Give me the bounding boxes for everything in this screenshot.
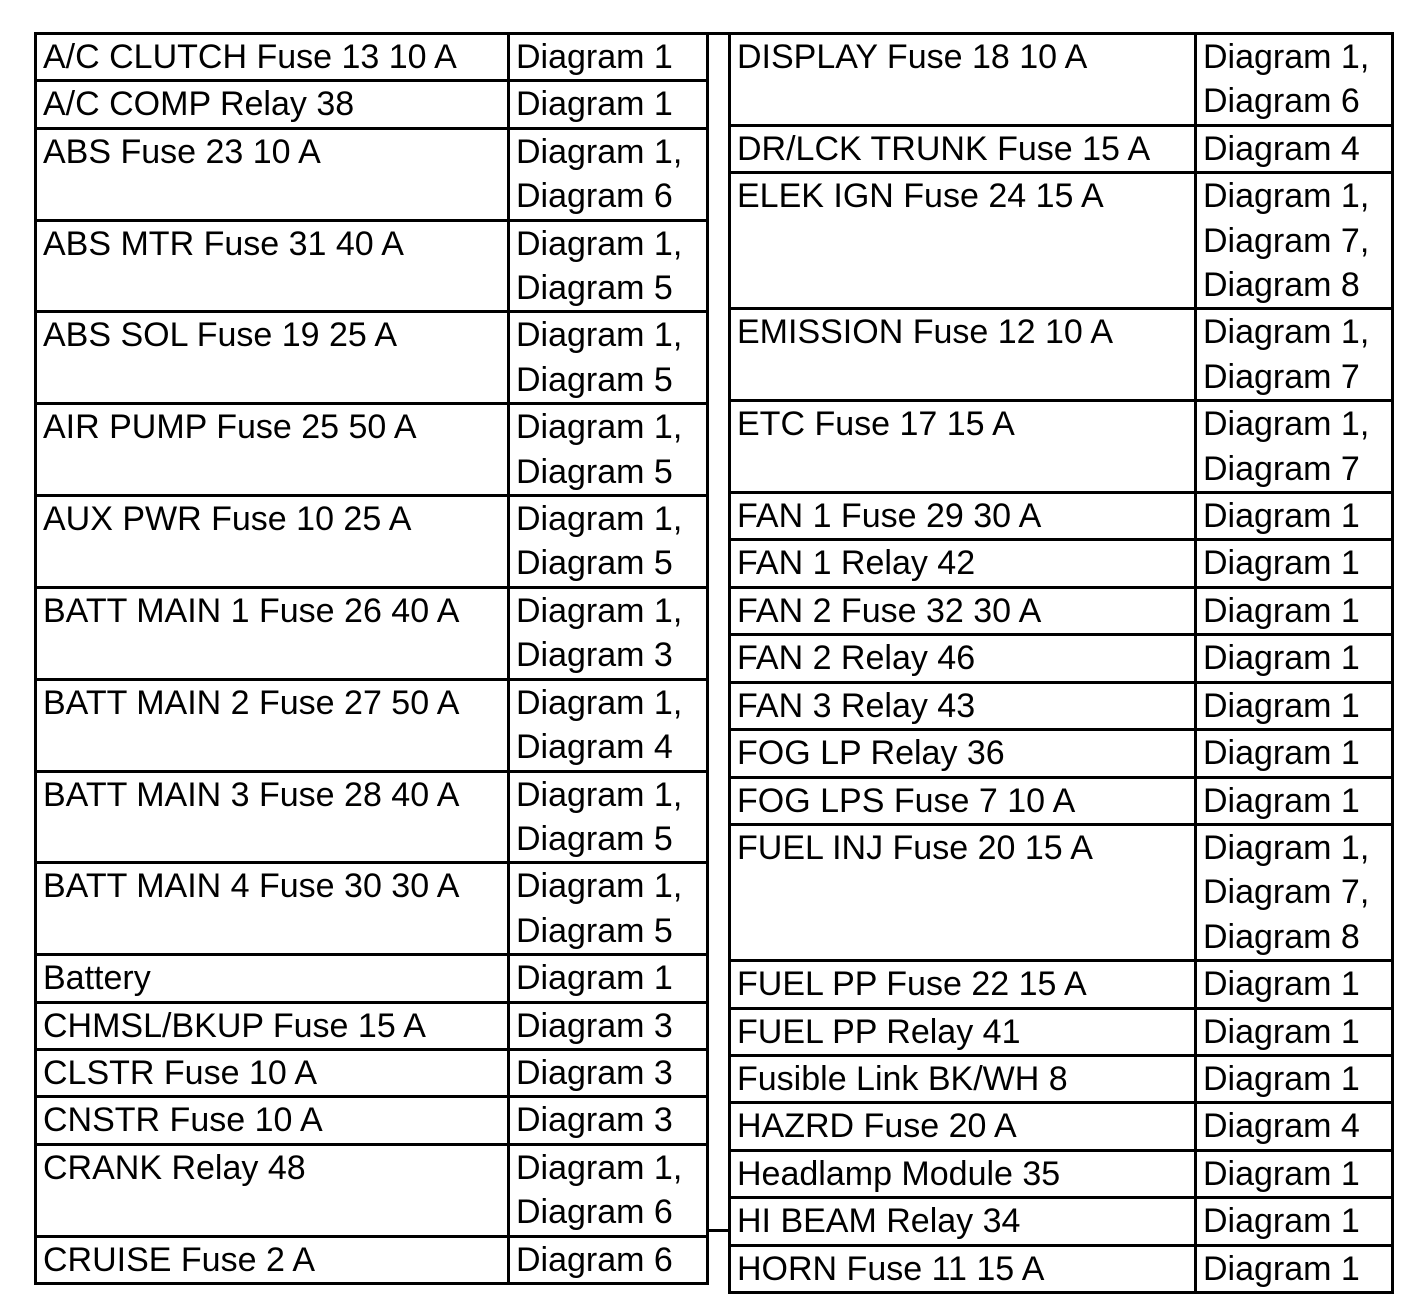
fuse-table-left-body bbox=[36, 34, 708, 1284]
table-row bbox=[36, 1236, 708, 1283]
table-row bbox=[36, 771, 708, 863]
component-cell: CRANK Relay 48 bbox=[36, 1144, 509, 1236]
diagram-ref-cell: Diagram 1 bbox=[1196, 961, 1393, 1008]
component-cell: FOG LPS Fuse 7 10 A bbox=[730, 777, 1196, 824]
diagram-ref-cell: Diagram 4 bbox=[1196, 125, 1393, 172]
table-row bbox=[36, 81, 708, 128]
diagram-ref-cell: Diagram 1 bbox=[1196, 1008, 1393, 1055]
component-cell: ABS SOL Fuse 19 25 A bbox=[36, 312, 509, 404]
table-row bbox=[36, 220, 708, 312]
component-cell: FAN 3 Relay 43 bbox=[730, 682, 1196, 729]
table-row bbox=[36, 34, 708, 81]
component-cell: FOG LP Relay 36 bbox=[730, 730, 1196, 777]
diagram-ref-cell: Diagram 1 bbox=[1196, 1245, 1393, 1292]
table-row bbox=[36, 1002, 708, 1049]
component-cell: DR/LCK TRUNK Fuse 15 A bbox=[730, 125, 1196, 172]
component-cell: FAN 2 Fuse 32 30 A bbox=[730, 587, 1196, 634]
component-cell: BATT MAIN 1 Fuse 26 40 A bbox=[36, 587, 509, 679]
diagram-ref-cell: Diagram 1 bbox=[1196, 777, 1393, 824]
table-row bbox=[36, 1097, 708, 1144]
diagram-ref-cell: Diagram 1, Diagram 6 bbox=[1196, 34, 1393, 126]
diagram-ref-cell: Diagram 1, Diagram 3 bbox=[509, 587, 708, 679]
table-row bbox=[730, 730, 1393, 777]
table-row bbox=[36, 679, 708, 771]
table-row bbox=[730, 824, 1393, 960]
diagram-ref-cell: Diagram 3 bbox=[509, 1049, 708, 1096]
component-cell: Battery bbox=[36, 955, 509, 1002]
diagram-ref-cell: Diagram 1, Diagram 7, Diagram 8 bbox=[1196, 173, 1393, 309]
table-row bbox=[730, 309, 1393, 401]
table-row bbox=[730, 1198, 1393, 1245]
diagram-ref-cell: Diagram 1 bbox=[1196, 635, 1393, 682]
diagram-ref-cell: Diagram 1 bbox=[1196, 1150, 1393, 1197]
diagram-ref-cell: Diagram 1, Diagram 5 bbox=[509, 496, 708, 588]
component-cell: ETC Fuse 17 15 A bbox=[730, 401, 1196, 493]
component-cell: FUEL INJ Fuse 20 15 A bbox=[730, 824, 1196, 960]
component-cell: BATT MAIN 2 Fuse 27 50 A bbox=[36, 679, 509, 771]
component-cell: ABS Fuse 23 10 A bbox=[36, 128, 509, 220]
table-row bbox=[36, 863, 708, 955]
component-cell: CLSTR Fuse 10 A bbox=[36, 1049, 509, 1096]
component-cell: CRUISE Fuse 2 A bbox=[36, 1236, 509, 1283]
component-cell: CHMSL/BKUP Fuse 15 A bbox=[36, 1002, 509, 1049]
diagram-ref-cell: Diagram 1, Diagram 5 bbox=[509, 220, 708, 312]
component-cell: Fusible Link BK/WH 8 bbox=[730, 1055, 1196, 1102]
table-row bbox=[730, 1103, 1393, 1150]
table-row bbox=[730, 493, 1393, 540]
table-row bbox=[730, 1245, 1393, 1292]
component-cell: FAN 1 Relay 42 bbox=[730, 540, 1196, 587]
component-cell: FUEL PP Fuse 22 15 A bbox=[730, 961, 1196, 1008]
table-row bbox=[730, 1150, 1393, 1197]
component-cell: BATT MAIN 3 Fuse 28 40 A bbox=[36, 771, 509, 863]
component-cell: Headlamp Module 35 bbox=[730, 1150, 1196, 1197]
diagram-ref-cell: Diagram 3 bbox=[509, 1002, 708, 1049]
table-row bbox=[730, 777, 1393, 824]
table-row bbox=[730, 587, 1393, 634]
diagram-ref-cell: Diagram 1, Diagram 6 bbox=[509, 128, 708, 220]
diagram-ref-cell: Diagram 3 bbox=[509, 1097, 708, 1144]
component-cell: FUEL PP Relay 41 bbox=[730, 1008, 1196, 1055]
diagram-ref-cell: Diagram 1 bbox=[1196, 540, 1393, 587]
component-cell: ABS MTR Fuse 31 40 A bbox=[36, 220, 509, 312]
table-row bbox=[36, 587, 708, 679]
fuse-index bbox=[34, 32, 1394, 1288]
table-row bbox=[730, 173, 1393, 309]
table-row bbox=[730, 34, 1393, 126]
diagram-ref-cell: Diagram 1, Diagram 7, Diagram 8 bbox=[1196, 824, 1393, 960]
diagram-ref-cell: Diagram 1 bbox=[1196, 1198, 1393, 1245]
table-row bbox=[36, 1049, 708, 1096]
component-cell: FAN 2 Relay 46 bbox=[730, 635, 1196, 682]
table-row bbox=[36, 1144, 708, 1236]
diagram-ref-cell: Diagram 1, Diagram 5 bbox=[509, 312, 708, 404]
table-row bbox=[730, 682, 1393, 729]
diagram-ref-cell: Diagram 1, Diagram 5 bbox=[509, 404, 708, 496]
column-gap bbox=[709, 32, 728, 1232]
diagram-ref-cell: Diagram 1 bbox=[1196, 730, 1393, 777]
component-cell: AIR PUMP Fuse 25 50 A bbox=[36, 404, 509, 496]
component-cell: DISPLAY Fuse 18 10 A bbox=[730, 34, 1196, 126]
component-cell: A/C COMP Relay 38 bbox=[36, 81, 509, 128]
table-row bbox=[730, 125, 1393, 172]
fuse-table-left bbox=[34, 32, 709, 1285]
diagram-ref-cell: Diagram 1 bbox=[509, 81, 708, 128]
diagram-ref-cell: Diagram 1, Diagram 4 bbox=[509, 679, 708, 771]
diagram-ref-cell: Diagram 4 bbox=[1196, 1103, 1393, 1150]
table-row bbox=[36, 404, 708, 496]
diagram-ref-cell: Diagram 1, Diagram 5 bbox=[509, 771, 708, 863]
diagram-ref-cell: Diagram 1 bbox=[1196, 682, 1393, 729]
diagram-ref-cell: Diagram 1, Diagram 7 bbox=[1196, 309, 1393, 401]
component-cell: A/C CLUTCH Fuse 13 10 A bbox=[36, 34, 509, 81]
diagram-ref-cell: Diagram 1, Diagram 7 bbox=[1196, 401, 1393, 493]
diagram-ref-cell: Diagram 1 bbox=[1196, 493, 1393, 540]
table-row bbox=[730, 1008, 1393, 1055]
table-row bbox=[730, 635, 1393, 682]
fuse-table-right-body bbox=[730, 34, 1393, 1293]
fuse-table-right bbox=[728, 32, 1394, 1294]
component-cell: HORN Fuse 11 15 A bbox=[730, 1245, 1196, 1292]
component-cell: CNSTR Fuse 10 A bbox=[36, 1097, 509, 1144]
diagram-ref-cell: Diagram 1, Diagram 6 bbox=[509, 1144, 708, 1236]
table-row bbox=[36, 955, 708, 1002]
table-row bbox=[730, 1055, 1393, 1102]
component-cell: AUX PWR Fuse 10 25 A bbox=[36, 496, 509, 588]
table-row bbox=[730, 401, 1393, 493]
table-row bbox=[36, 496, 708, 588]
diagram-ref-cell: Diagram 6 bbox=[509, 1236, 708, 1283]
diagram-ref-cell: Diagram 1 bbox=[1196, 587, 1393, 634]
table-row bbox=[730, 540, 1393, 587]
component-cell: FAN 1 Fuse 29 30 A bbox=[730, 493, 1196, 540]
diagram-ref-cell: Diagram 1 bbox=[509, 34, 708, 81]
table-row bbox=[36, 128, 708, 220]
component-cell: ELEK IGN Fuse 24 15 A bbox=[730, 173, 1196, 309]
component-cell: HI BEAM Relay 34 bbox=[730, 1198, 1196, 1245]
diagram-ref-cell: Diagram 1, Diagram 5 bbox=[509, 863, 708, 955]
component-cell: HAZRD Fuse 20 A bbox=[730, 1103, 1196, 1150]
diagram-ref-cell: Diagram 1 bbox=[509, 955, 708, 1002]
component-cell: EMISSION Fuse 12 10 A bbox=[730, 309, 1196, 401]
table-row bbox=[36, 312, 708, 404]
component-cell: BATT MAIN 4 Fuse 30 30 A bbox=[36, 863, 509, 955]
diagram-ref-cell: Diagram 1 bbox=[1196, 1055, 1393, 1102]
table-row bbox=[730, 961, 1393, 1008]
